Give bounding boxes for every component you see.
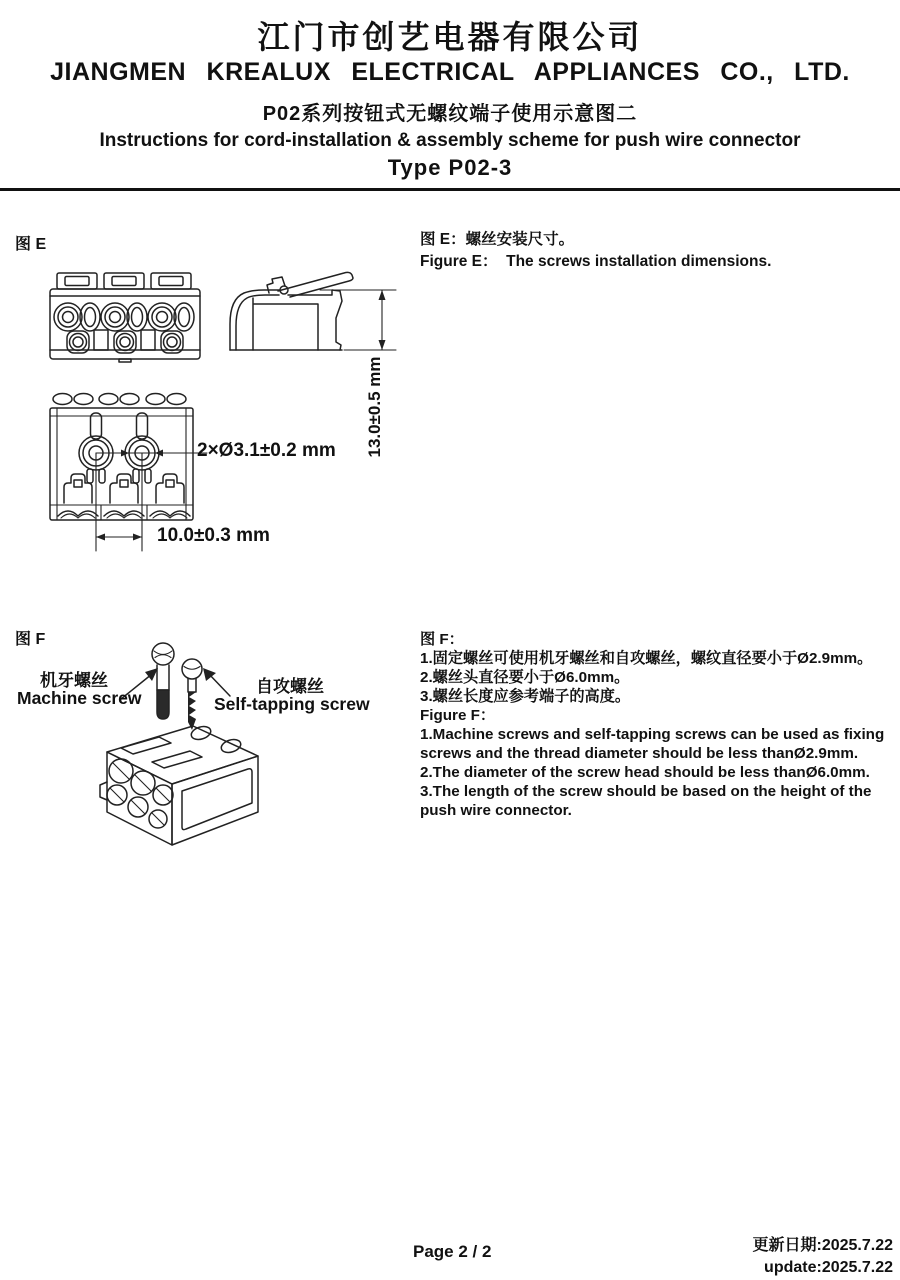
update-date-cn: 更新日期:2025.7.22 [752,1237,893,1254]
figure-f-note-en-3: 3.The length of the screw should be based on the height of the push wire connector. [420,783,872,819]
self-tapping-screw-label-cn: 自攻螺丝 [256,677,324,696]
figure-f-note-cn-2: 2.螺丝头直径要小于Ø6.0mm。 [420,669,630,686]
figure-f-caption-cn-title: 图 F： [420,631,464,648]
figure-f-label: 图 F [15,631,46,648]
figure-f-note-en-1: 1.Machine screws and self-tapping screws can be used as fixing screws and the thread diameter should be less thanØ2.9mm. [420,726,885,762]
product-title-english: Instructions for cord-installation & assembly scheme for push wire connector [99,130,801,151]
company-name-english: JIANGMEN KREALUX ELECTRICAL APPLIANCES CO., LTD. [50,58,850,86]
self-tapping-screw-label-en: Self-tapping screw [214,694,370,714]
figure-f-caption-en-title: Figure F： [420,707,496,724]
header-divider [0,188,900,191]
figure-e-caption-cn: 图 E：螺丝安装尺寸。 [420,231,575,248]
figure-f-notes [420,630,892,820]
connector-front-view-drawing [45,270,205,372]
dimension-hole-diameter-label: 2×Ø3.1±0.2 mm [197,440,336,461]
dimension-hole-pitch-label: 10.0±0.3 mm [157,525,270,546]
page-number: Page 2 / 2 [413,1242,492,1261]
machine-screw-label-en: Machine screw [17,688,142,708]
type-label: Type P02-3 [387,155,513,180]
figure-e-caption-en: Figure E： The screws installation dimensions. [420,253,772,270]
figure-f-note-cn-1: 1.固定螺丝可使用机牙螺丝和自攻螺丝，螺纹直径要小于Ø2.9mm。 [420,650,873,667]
update-date-en: update:2025.7.22 [764,1259,893,1276]
figure-f-note-en-2: 2.The diameter of the screw head should be less thanØ6.0mm. [420,764,870,781]
product-title-chinese: P02系列按钮式无螺纹端子使用示意图二 [262,103,638,125]
figure-e-label: 图 E [15,236,47,253]
figure-f-note-cn-3: 3.螺丝长度应参考端子的高度。 [420,688,631,705]
update-date-block [752,1235,893,1279]
company-name-chinese: 江门市创艺电器有限公司 [257,19,643,55]
dimension-height-label: 13.0±0.5 mm [365,356,384,458]
machine-screw-label-cn: 机牙螺丝 [40,671,108,690]
